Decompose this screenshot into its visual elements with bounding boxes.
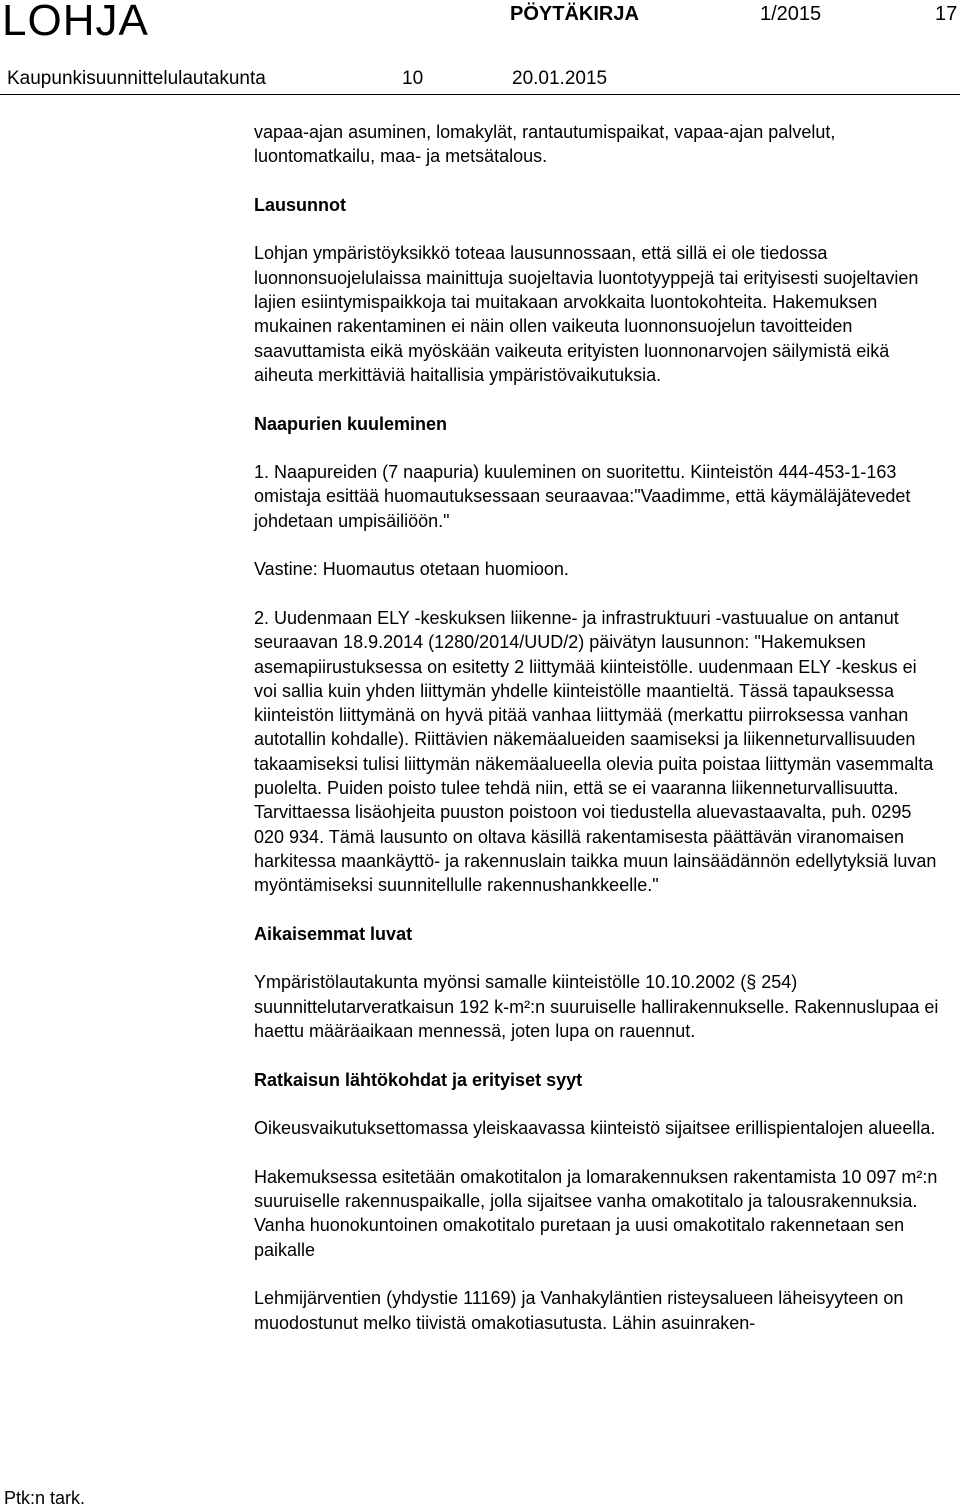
heading-aikaisemmat-luvat: Aikaisemmat luvat bbox=[254, 923, 413, 944]
ratkaisun-paragraph-1: Oikeusvaikutuksettomassa yleiskaavassa kiinteistö sijaitsee erillispientalojen alueella. bbox=[254, 1118, 936, 1139]
ratkaisun-paragraph-3: Lehmijärventien (yhdystie 11169) ja Vanhakyläntien risteysalueen läheisyyteen on muodostunut melko tiivistä omakotiasutusta. Lähin asuinraken- bbox=[254, 1288, 904, 1333]
aikaisemmat-paragraph: Ympäristölautakunta myönsi samalle kiinteistölle 10.10.2002 (§ 254) suunnittelutarveratkaisun 192 k-m²:n suuruiselle hallirakennukselle. Rakennuslupaa ei haettu määräaikaan mennessä, joten lupa on rauennut. bbox=[254, 972, 939, 1041]
document-body bbox=[254, 120, 944, 1359]
meeting-date: 20.01.2015 bbox=[512, 68, 608, 89]
heading-naapurien-kuuleminen: Naapurien kuuleminen bbox=[254, 413, 448, 434]
vastine-paragraph: Vastine: Huomautus otetaan huomioon. bbox=[254, 559, 569, 580]
naapurien-item-1: 1. Naapureiden (7 naapuria) kuuleminen on suoritettu. Kiinteistön 444-453-1-163 omistaja esittää huomautuksessaan seuraavaa:"Vaadimme, että käymäläjätevedet johdetaan umpisäiliöön." bbox=[254, 462, 911, 531]
intro-paragraph: vapaa-ajan asuminen, lomakylät, rantautumispaikat, vapaa-ajan palvelut, luontomatkailu, maa- ja metsätalous. bbox=[254, 122, 836, 167]
heading-lausunnot: Lausunnot bbox=[254, 194, 346, 215]
page-number: 17 bbox=[935, 3, 958, 25]
heading-ratkaisun-lahtokohdat: Ratkaisun lähtökohdat ja erityiset syyt bbox=[254, 1069, 583, 1090]
naapurien-item-2: 2. Uudenmaan ELY -keskuksen liikenne- ja infrastruktuuri -vastuualue on antanut seuraavan 18.9.2014 (1280/2014/UUD/2) päivätyn lausunnon: "Hakemuksen asemapiirustuksessa on esitetty 2 liittymää kiinteistölle. uudenmaan ELY -keskus ei voi sallia kuin yhden liittymän yhdelle kiinteistölle maantieltä. Tässä tapauksessa kiinteistön liittymänä on hyvä pitää vanhaa liittymää (merkattu piirroksessa vanhan autotallin kohdalle). Riittävien näkemäalueiden saamiseksi ja liikenneturvallisuuden takaamiseksi tulisi liittymän näkemäalueella olevia puita poistaa liittymän vasemmalta puolelta. Puiden poisto tulee tehdä niin, että se ei vaaranna liikenneturvallisuutta. Tarvittaessa lisäohjeita puuston poistoon voi tiedustella aluevastaavalta, puh. 0295 020 934. Tämä lausunto on oltava käsillä rakentamisesta päättävän viranomaisen harkitessa maankäyttö- ja rakennuslain taikka muun lainsäädännön edellytyksiä luvan myöntämiseksi suunnitellulle rakennushankkeelle." bbox=[254, 607, 937, 896]
document-number: 1/2015 bbox=[760, 3, 822, 25]
document-type: PÖYTÄKIRJA bbox=[510, 3, 639, 25]
ratkaisun-paragraph-2: Hakemuksessa esitetään omakotitalon ja lomarakennuksen rakentamista 10 097 m²:n suuruiselle rakennuspaikalle, jolla sijaitsee vanha omakotitalo ja talousrakennuksia. Vanha huonokuntoinen omakotitalo puretaan ja uusi omakotitalo rakennetaan sen paikalle bbox=[254, 1166, 938, 1260]
lausunnot-paragraph: Lohjan ympäristöyksikkö toteaa lausunnossaan, että sillä ei ole tiedossa luonnonsuojelulaissa mainittuja suojeltavia luontotyyppejä tai erityisesti suojeltavien lajien esiintymispaikkoja tai muitakaan arvokkaita luontokohteita. Hakemuksen mukainen rakentaminen ei näin ollen vaikeuta luonnonsuojelun tavoitteiden saavuttamista eikä myöskään vaikeuta erityisten luonnonarvojen säilymistä eikä aiheuta merkittäviä haitallisia ympäristövaikutuksia. bbox=[254, 243, 919, 385]
section-number: 10 bbox=[402, 68, 424, 89]
document-logo: LOHJA bbox=[2, 0, 149, 45]
footer-checker-label: Ptk:n tark. bbox=[4, 1488, 86, 1508]
committee-name: Kaupunkisuunnittelulautakunta bbox=[7, 68, 266, 89]
header-rule bbox=[0, 94, 960, 95]
